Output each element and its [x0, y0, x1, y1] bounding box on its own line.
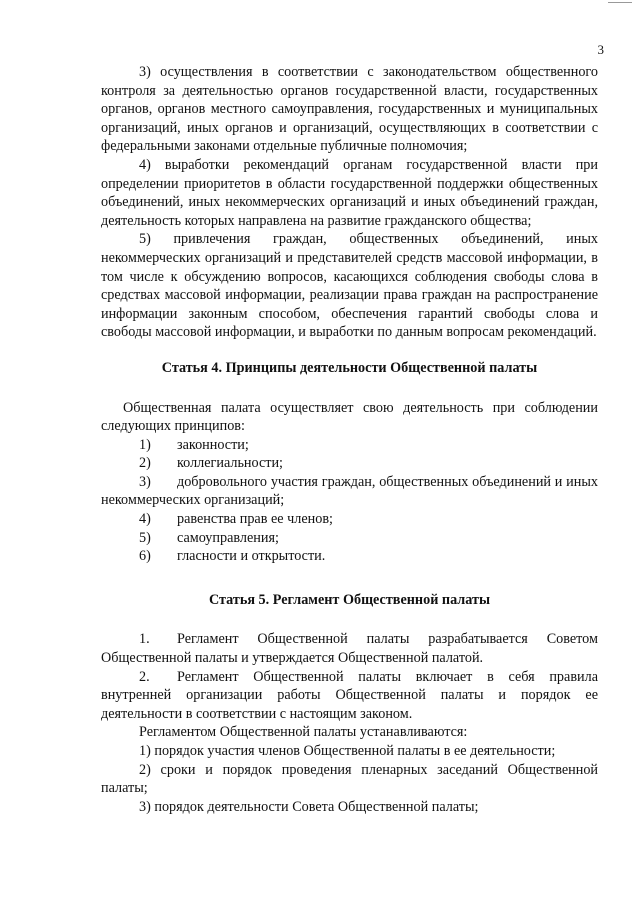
regulation-item [101, 630, 598, 667]
principle-number: 1) [139, 436, 151, 453]
paragraph-item-5: 5) привлечения граждан, общественных объединений, иных некоммерческих организаций и представителей средств массовой информации, в том числе к обсуждению вопросов, касающихся соблюдения свободы слова в средствах массовой информации, реализации права граждан на распространение информации законным способом, обеспечения гарантий свободы слова и свободы массовой информации, и выработки по данным вопросам рекомендаций. [101, 231, 598, 341]
document-body [101, 63, 598, 816]
regulation-item [101, 668, 598, 724]
article-4-heading: Статья 4. Принципы деятельности Общественной палаты [161, 359, 538, 376]
principle-number: 4) [139, 511, 151, 528]
principle-number: 5) [139, 529, 151, 546]
regulation-established-item: 3) порядок деятельности Совета Общественной палаты; [139, 798, 479, 815]
principle-text: добровольного участия граждан, общественных объединений и иных некоммерческих организаций; [101, 473, 598, 509]
principle-number: 3) [139, 473, 151, 490]
principle-number: 6) [139, 548, 151, 565]
regulation-established-item: 2) сроки и порядок проведения пленарных заседаний Общественной палаты; [101, 761, 598, 797]
article-5-heading: Статья 5. Регламент Общественной палаты [208, 591, 491, 608]
principle-text: гласности и открытости. [177, 548, 326, 565]
principle-item [101, 529, 598, 548]
article-4-intro: Общественная палата осуществляет свою деятельность при соблюдении следующих принципов: [101, 399, 598, 435]
principle-number: 2) [139, 455, 151, 472]
paragraph-item-3: 3) осуществления в соответствии с законодательством общественного контроля за деятельностью органов государственной власти, государственных органов, органов местного самоуправления, государственных и муниципальных организаций, иных органов и организаций, осуществляющих в соответствии с федеральными законами отдельные публичные полномочия; [101, 64, 598, 155]
principle-item [101, 454, 598, 473]
principle-item [101, 510, 598, 529]
principle-item [101, 547, 598, 566]
regulation-text: Регламент Общественной палаты включает в себя правила внутренней организации работы Общественной палаты и порядок ее деятельности в соответствии с настоящим законом. [101, 668, 598, 722]
regulation-established-intro: Регламентом Общественной палаты устанавливаются: [139, 724, 468, 741]
page-number: 3 [597, 42, 604, 57]
scan-edge-mark [608, 2, 632, 3]
principle-item [101, 436, 598, 455]
principle-item [101, 473, 598, 510]
principle-text: самоуправления; [177, 529, 279, 546]
principle-text: равенства прав ее членов; [177, 511, 333, 528]
regulation-number: 1. [139, 631, 150, 648]
regulation-established-item: 1) порядок участия членов Общественной палаты в ее деятельности; [139, 743, 556, 759]
principle-text: коллегиальности; [177, 455, 283, 472]
paragraph-item-4: 4) выработки рекомендаций органам государственной власти при определении приоритетов в области государственной поддержки общественных объединений, иных некоммерческих организаций и иных объединений граждан, деятельность которых направлена на развитие гражданского общества; [101, 156, 598, 229]
regulation-number: 2. [139, 668, 150, 685]
regulation-text: Регламент Общественной палаты разрабатывается Советом Общественной палаты и утверждается Общественной палатой. [101, 631, 598, 667]
principle-text: законности; [177, 436, 249, 453]
